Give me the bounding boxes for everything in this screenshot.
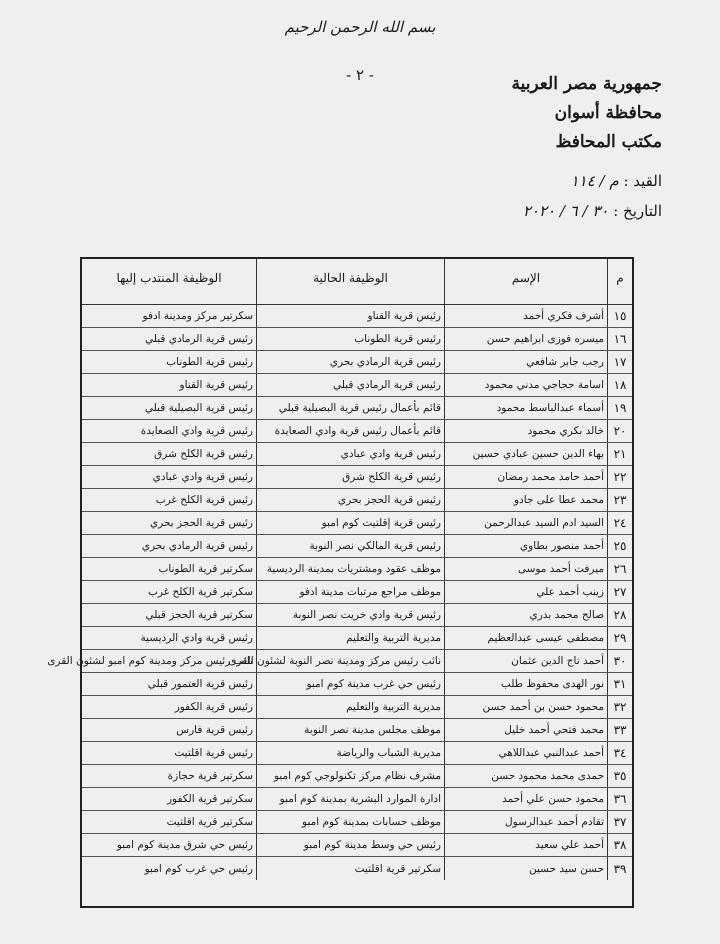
row-name: رجب جابر شافعي	[444, 351, 607, 373]
row-number: ٢٥	[607, 535, 632, 557]
row-current-job: رئيس قرية القناو	[256, 305, 444, 327]
row-assigned-job: رئيس قرية البصيلية قبلي	[144, 402, 253, 414]
row-name: أحمد تاج الدين عثمان	[444, 650, 607, 672]
row-assigned-job: رئيس قرية الرمادي قبلي	[145, 333, 253, 345]
row-number: ٢٨	[607, 604, 632, 626]
page-number: - ٢ -	[346, 66, 374, 84]
row-number: ٣٦	[607, 788, 632, 810]
row-current-job: رئيس قرية الحجز بحري	[256, 489, 444, 511]
row-assigned-job: سكرتير قرية الكلح غرب	[148, 586, 253, 598]
row-assigned-job: رئيس قرية العتمور قبلي	[147, 678, 253, 690]
row-current-job: رئيس قرية الرمادي قبلي	[256, 374, 444, 396]
row-assigned-job: رئيس قرية القناو	[179, 379, 253, 391]
row-number: ٢٣	[607, 489, 632, 511]
letterhead-country: جمهورية مصر العربية	[511, 74, 662, 94]
row-number: ٣٤	[607, 742, 632, 764]
row-current-job: رئيس حي وسط مدينة كوم امبو	[256, 834, 444, 856]
row-number: ١٧	[607, 351, 632, 373]
row-current-job: رئيس قرية وادي خريت نصر النوبة	[256, 604, 444, 626]
row-current-job: موظف مجلس مدينة نصر النوبة	[256, 719, 444, 741]
table-row	[82, 581, 632, 604]
row-name: محمود حسن بن أحمد حسن	[444, 696, 607, 718]
row-number: ١٨	[607, 374, 632, 396]
row-number: ٣١	[607, 673, 632, 695]
row-assigned-job: رئيس قرية وادي الرديسية	[140, 632, 253, 644]
table-row	[82, 351, 632, 374]
row-current-job: ادارة الموارد البشرية بمدينة كوم امبو	[256, 788, 444, 810]
row-number: ٢١	[607, 443, 632, 465]
row-assigned-job: سكرتير قرية الحجز قبلي	[145, 609, 253, 621]
letterhead-office: مكتب المحافظ	[555, 132, 662, 152]
table-row	[82, 397, 632, 420]
row-current-job: رئيس قرية الطوناب	[256, 328, 444, 350]
table-row	[82, 673, 632, 696]
table-row	[82, 374, 632, 397]
table-row	[82, 742, 632, 765]
table-row	[82, 558, 632, 581]
header-name: الإسم	[444, 259, 607, 304]
row-number: ٣٨	[607, 834, 632, 856]
row-number: ٢٠	[607, 420, 632, 442]
row-number: ٢٦	[607, 558, 632, 580]
row-name: أحمد منصور بطاوي	[444, 535, 607, 557]
row-name: محمود حسن علي أحمد	[444, 788, 607, 810]
row-name: تقادم أحمد عبدالرسول	[444, 811, 607, 833]
header-assigned-job: الوظيفة المنتدب إليها	[116, 271, 222, 285]
row-name: حمدى محمد محمود حسن	[444, 765, 607, 787]
row-current-job: رئيس قرية الرمادي بحري	[256, 351, 444, 373]
row-current-job: مشرف نظام مركز تكنولوجي كوم امبو	[256, 765, 444, 787]
table-row	[82, 489, 632, 512]
row-current-job: رئيس قرية إقلتيت كوم امبو	[256, 512, 444, 534]
row-number: ٢٩	[607, 627, 632, 649]
row-number: ١٩	[607, 397, 632, 419]
row-current-job: رئيس قرية المالكي نصر النوبة	[256, 535, 444, 557]
row-assigned-job: رئيس قرية الكلح شرق	[154, 448, 253, 460]
header-current-job: الوظيفة الحالية	[256, 259, 444, 304]
row-name: محمد فتحي أحمد خليل	[444, 719, 607, 741]
row-current-job: مديرية الشباب والرياضة	[256, 742, 444, 764]
table-body	[47, 305, 632, 880]
table-row	[82, 443, 632, 466]
table-row	[82, 512, 632, 535]
table-row	[82, 788, 632, 811]
record-label: القيد :	[623, 172, 662, 190]
row-name: زينب أحمد علي	[444, 581, 607, 603]
row-name: مصطفى عيسى عبدالعظيم	[444, 627, 607, 649]
row-name: أسماء عبدالباسط محمود	[444, 397, 607, 419]
row-current-job: قائم بأعمال رئيس قرية البصيلية قبلي	[256, 397, 444, 419]
row-name: أشرف فكري أحمد	[444, 305, 607, 327]
table-header	[82, 259, 632, 305]
row-number: ١٦	[607, 328, 632, 350]
bismillah: بسم الله الرحمن الرحيم	[284, 18, 436, 36]
table-row	[82, 719, 632, 742]
row-number: ٣٥	[607, 765, 632, 787]
table-row	[47, 650, 632, 673]
row-number: ٢٧	[607, 581, 632, 603]
table-row	[82, 420, 632, 443]
row-current-job: سكرتير قرية اقلتيت	[256, 857, 444, 880]
row-name: بهاء الدين حسين عبادي حسين	[444, 443, 607, 465]
row-assigned-job: رئيس قرية وادي الصعايدة	[140, 425, 253, 437]
row-assigned-job: رئيس حي غرب كوم امبو	[144, 862, 253, 875]
table-row	[82, 765, 632, 788]
row-number: ٣٧	[607, 811, 632, 833]
row-current-job: رئيس قرية الكلح شرق	[256, 466, 444, 488]
table-row	[82, 604, 632, 627]
row-assigned-job: سكرتير مركز ومدينة ادفو	[142, 310, 253, 322]
row-current-job: مديرية التربية والتعليم	[256, 627, 444, 649]
date-value: ٣٠ / ٦ / ٢٠٢٠	[522, 202, 609, 220]
row-name: اسامة حجاجي مدني محمود	[444, 374, 607, 396]
row-current-job: نائب رئيس مركز ومدينة نصر النوبة لشئون القرى	[256, 650, 444, 672]
row-name: خالد بكري محمود	[444, 420, 607, 442]
row-number: ٢٤	[607, 512, 632, 534]
record-line	[402, 166, 662, 196]
row-name: ميسره فوزى ابراهيم حسن	[444, 328, 607, 350]
table-row	[82, 627, 632, 650]
row-name: ميرفت أحمد موسى	[444, 558, 607, 580]
row-assigned-job: نائب رئيس مركز ومدينة كوم امبو لشئون القرى	[47, 655, 253, 667]
row-current-job: موظف مراجع مرتبات مدينة ادفو	[256, 581, 444, 603]
date-line	[402, 196, 662, 226]
row-current-job: رئيس حي غرب مدينة كوم امبو	[256, 673, 444, 695]
row-assigned-job: رئيس حي شرق مدينة كوم امبو	[116, 839, 253, 851]
row-current-job: موظف عقود ومشتريات بمدينة الرديسية	[256, 558, 444, 580]
table-row	[82, 466, 632, 489]
row-assigned-job: رئيس قرية وادي عبادي	[152, 471, 253, 483]
row-name: أحمد علي سعيد	[444, 834, 607, 856]
row-assigned-job: سكرتير قرية الكفور	[166, 793, 253, 805]
row-assigned-job: رئيس قرية فارس	[176, 724, 253, 736]
row-name: السيد ادم السيد عبدالرحمن	[444, 512, 607, 534]
record-value: م / ١١٤	[570, 172, 619, 190]
row-name: صالح محمد بدري	[444, 604, 607, 626]
date-label: التاريخ :	[613, 202, 662, 220]
table-row	[82, 811, 632, 834]
reference-block	[402, 166, 662, 226]
row-number: ٢٢	[607, 466, 632, 488]
letterhead	[442, 70, 662, 157]
row-current-job: مديرية التربية والتعليم	[256, 696, 444, 718]
table-row	[82, 328, 632, 351]
row-assigned-job: رئيس قرية الحجز بحري	[149, 517, 253, 529]
row-assigned-job: سكرتير قرية اقلتيت	[166, 816, 253, 828]
row-current-job: قائم بأعمال رئيس قرية وادي الصعايدة	[256, 420, 444, 442]
row-current-job: موظف حسابات بمدينة كوم امبو	[256, 811, 444, 833]
row-number: ٣٢	[607, 696, 632, 718]
row-assigned-job: رئيس قرية الكفور	[174, 701, 253, 713]
row-name: حسن سيد حسين	[444, 857, 607, 880]
table-row	[82, 696, 632, 719]
row-number: ٣٩	[607, 857, 632, 880]
table-row	[82, 305, 632, 328]
row-assigned-job: رئيس قرية اقلتيت	[174, 747, 253, 759]
row-current-job: رئيس قرية وادي عبادي	[256, 443, 444, 465]
row-assigned-job: رئيس قرية الرمادي بحري	[141, 540, 253, 552]
row-name: أحمد عبدالنبي عبداللاهي	[444, 742, 607, 764]
row-name: نور الهدى محفوظ طلب	[444, 673, 607, 695]
assignments-table	[47, 257, 634, 908]
row-number: ١٥	[607, 305, 632, 327]
row-name: محمد عطا على جادو	[444, 489, 607, 511]
letterhead-governorate: محافظة أسوان	[554, 103, 662, 123]
header-number: م	[607, 259, 632, 304]
row-assigned-job: رئيس قرية الكلح غرب	[155, 494, 253, 506]
table-row	[82, 535, 632, 558]
row-number: ٣٠	[607, 650, 632, 672]
row-number: ٣٣	[607, 719, 632, 741]
row-assigned-job: رئيس قرية الطوناب	[166, 356, 253, 368]
row-assigned-job: سكرتير قرية حجازة	[167, 770, 253, 782]
table-row	[82, 857, 632, 880]
row-name: أحمد حامد محمد رمضان	[444, 466, 607, 488]
row-assigned-job: سكرتير قرية الطوناب	[158, 563, 253, 575]
table-row	[82, 834, 632, 857]
